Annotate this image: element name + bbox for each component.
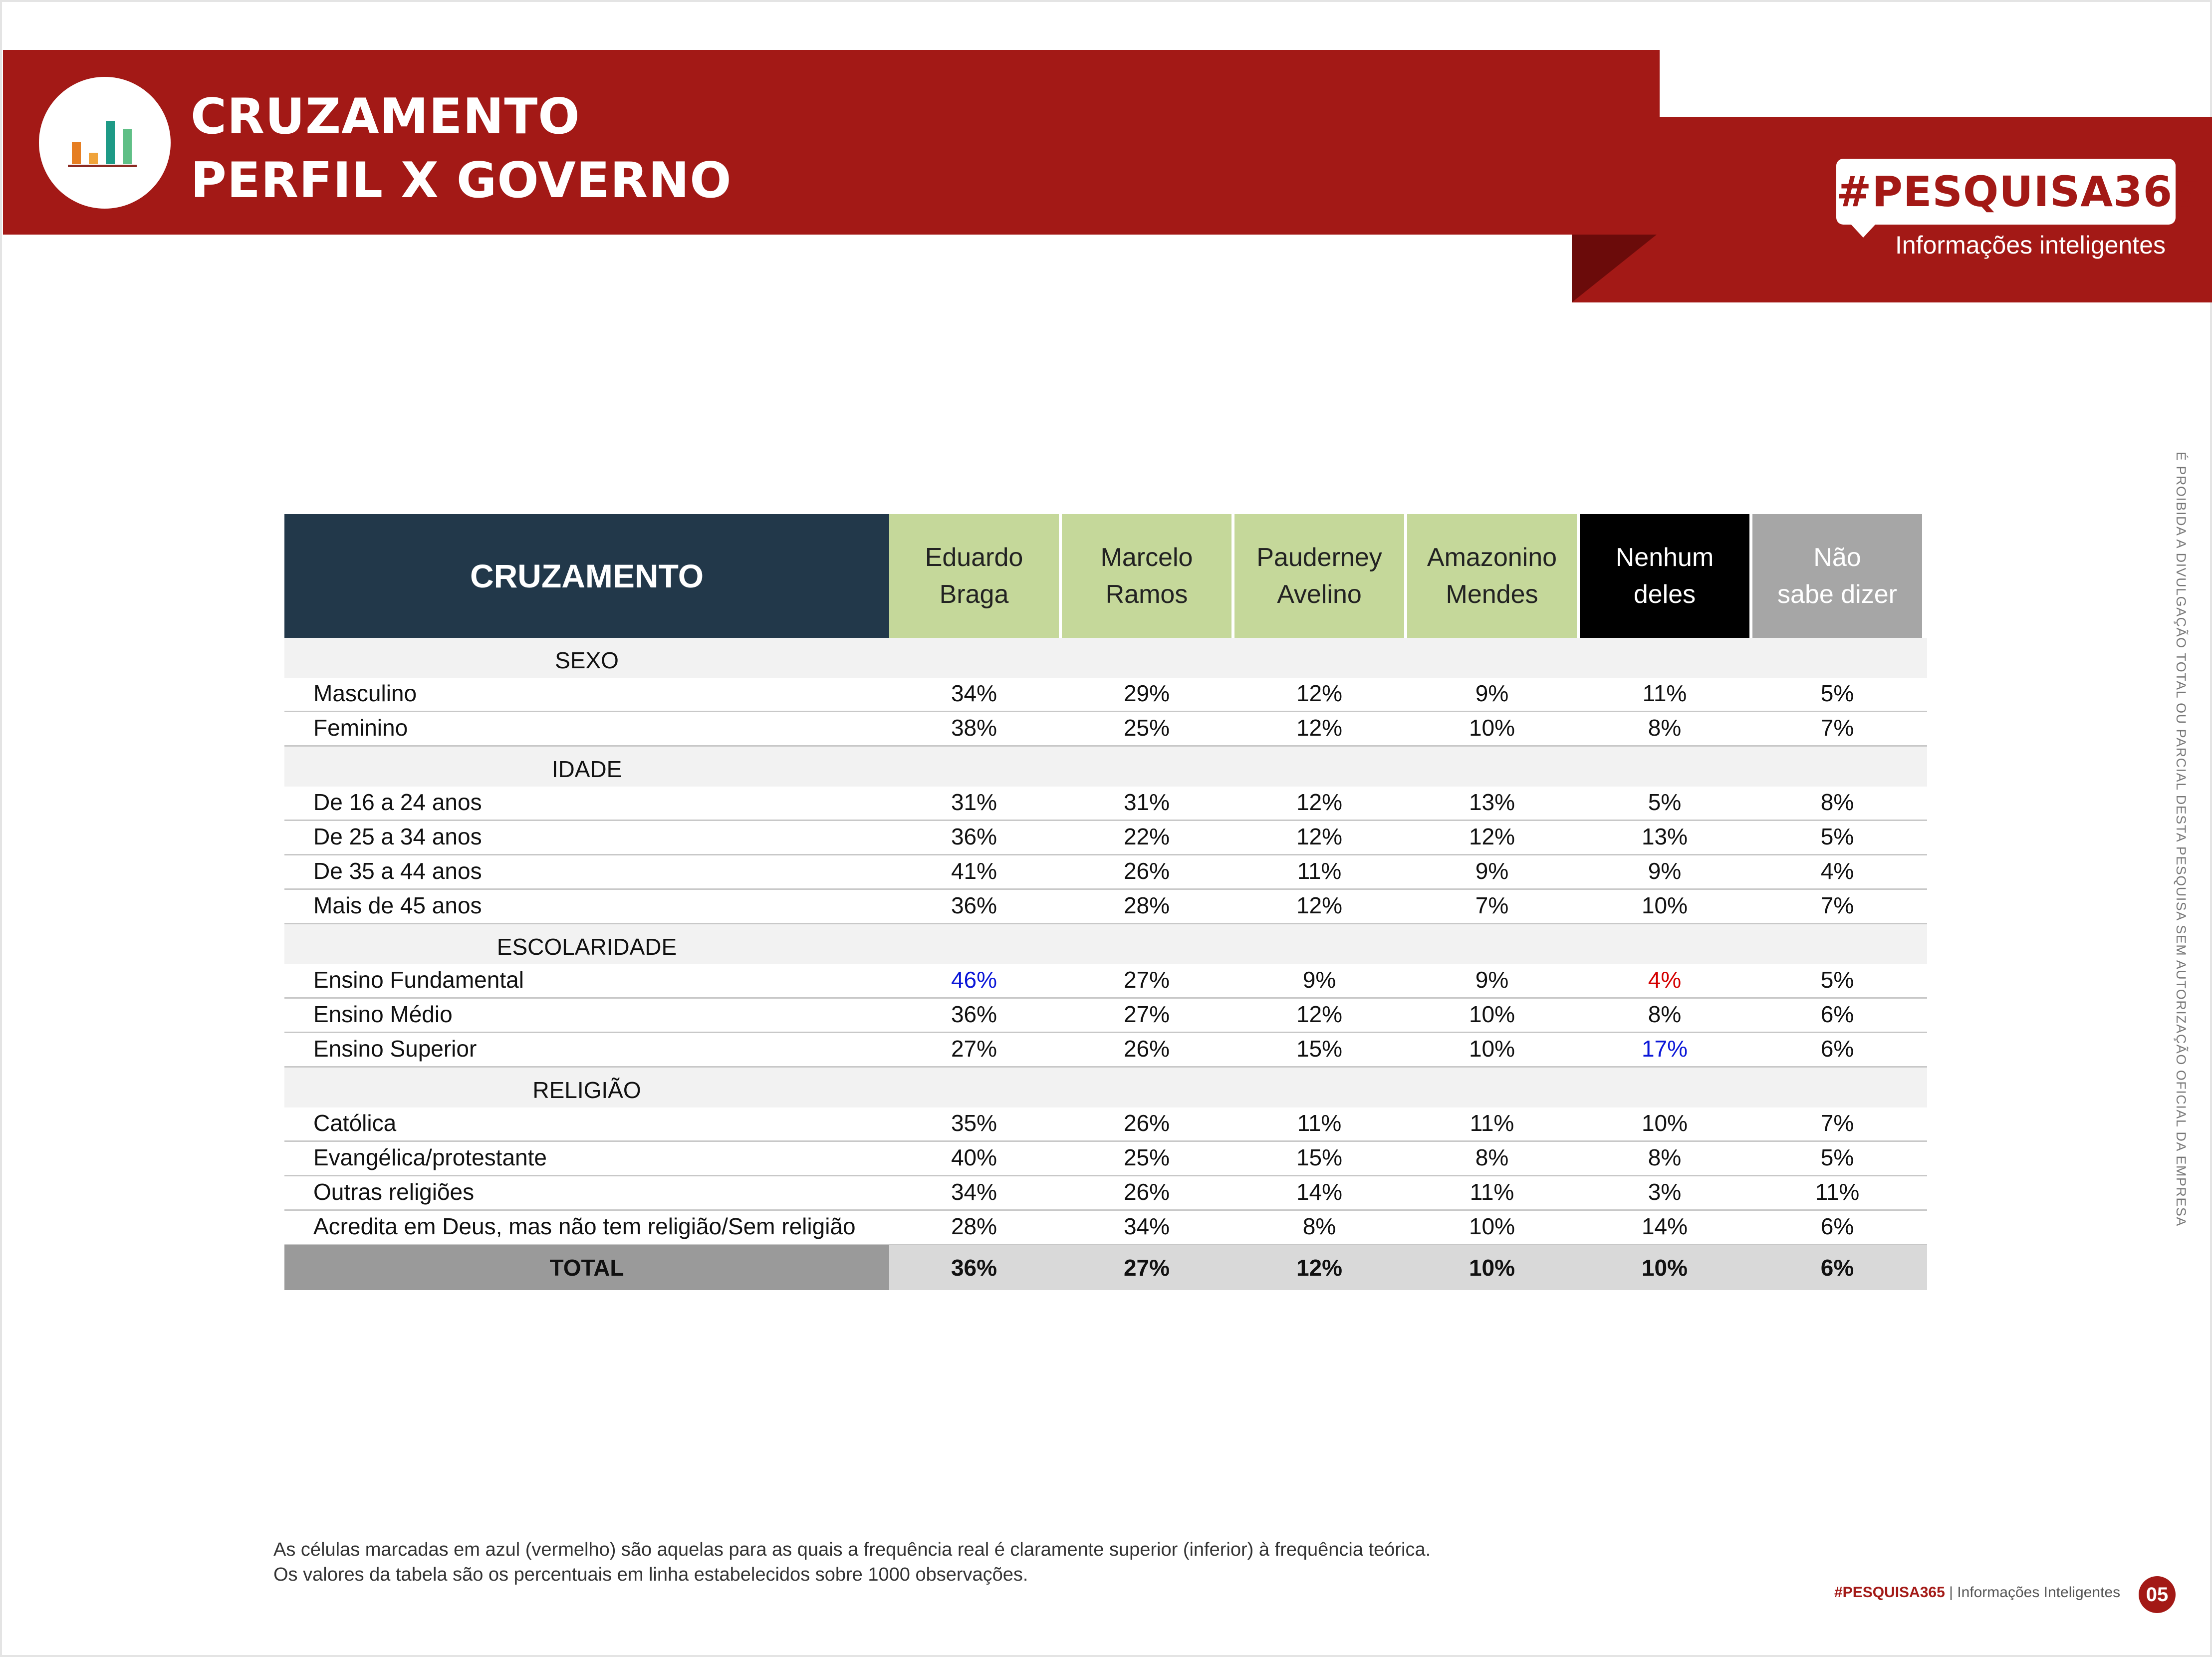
table-cell: 6% (1820, 1036, 1854, 1062)
table-cell: 8% (1820, 789, 1854, 815)
table-cell: 9% (1475, 967, 1509, 993)
table-cell: 5% (1820, 1144, 1854, 1170)
table-cell: 11% (1297, 858, 1342, 884)
section-row (284, 638, 1927, 678)
crosstab-table (284, 514, 1927, 1290)
section-label: IDADE (551, 756, 622, 782)
table-row (284, 1142, 1927, 1176)
side-disclaimer-text: É PROIBIDA A DIVULGAÇÃO TOTAL OU PARCIAL DESTA PESQUISA SEM AUTORIZAÇÃO OFICIAL DA EMPRESA (2174, 452, 2189, 1227)
bar-chart-icon (39, 77, 171, 209)
table-cell: 40% (951, 1144, 997, 1170)
table-cell: 34% (951, 1179, 997, 1205)
column-header-nao-sabe-dizer: Não sabe dizer (1752, 514, 1922, 638)
footnote (273, 1537, 1431, 1587)
table-cell: 8% (1302, 1213, 1336, 1239)
page-number: 05 (2139, 1576, 2176, 1613)
row-label: Mais de 45 anos (313, 892, 482, 918)
table-row (284, 787, 1927, 821)
row-label: Ensino Superior (313, 1036, 477, 1062)
table-cell: 7% (1475, 892, 1509, 918)
table-cell: 36% (951, 1255, 997, 1281)
table-cell: 10% (1469, 1001, 1515, 1027)
table-cell: 22% (1123, 824, 1170, 849)
row-label: Evangélica/protestante (313, 1144, 547, 1170)
brand-tagline: Informações inteligentes (1895, 231, 2166, 259)
section-row (284, 1068, 1927, 1107)
table-cell: 36% (951, 1001, 997, 1027)
row-label: Feminino (313, 715, 408, 741)
table-cell: 11% (1470, 1110, 1514, 1136)
table-cell: 31% (951, 789, 997, 815)
table-cell: 13% (1469, 789, 1515, 815)
row-label: Ensino Médio (313, 1001, 453, 1027)
table-cell: 11% (1815, 1179, 1860, 1205)
table-cell: 3% (1648, 1179, 1682, 1205)
footnote-line-1: As células marcadas em azul (vermelho) são aquelas para as quais a frequência real é claramente superior (inferior) à frequência teórica. (273, 1539, 1431, 1560)
table-cell: 34% (951, 680, 997, 706)
table-cell: 5% (1820, 967, 1854, 993)
table-cell: 25% (1123, 715, 1170, 741)
table-row (284, 821, 1927, 855)
row-label: Acredita em Deus, mas não tem religião/Sem religião (313, 1213, 856, 1239)
table-cell: 12% (1296, 892, 1343, 918)
table-row (284, 855, 1927, 890)
row-label: Católica (313, 1110, 397, 1136)
table-cell: 8% (1648, 715, 1682, 741)
table-cell: 5% (1820, 680, 1854, 706)
table-row (284, 890, 1927, 924)
column-header-pauderney-avelino: Pauderney Avelino (1234, 514, 1404, 638)
table-cell: 38% (951, 715, 997, 741)
section-label: RELIGIÃO (532, 1077, 641, 1103)
table-cell: 41% (951, 858, 997, 884)
footnote-line-2: Os valores da tabela são os percentuais em linha estabelecidos sobre 1000 observações. (273, 1564, 1028, 1585)
table-cell: 12% (1296, 824, 1343, 849)
ribbon-fold (1572, 235, 1657, 302)
table-cell: 10% (1641, 1110, 1688, 1136)
table-cell: 35% (951, 1110, 997, 1136)
table-cell: 7% (1820, 715, 1854, 741)
table-cell: 28% (951, 1213, 997, 1239)
table-cell: 10% (1469, 1255, 1515, 1281)
table-cell: 13% (1641, 824, 1688, 849)
column-header-amazonino-mendes: Amazonino Mendes (1407, 514, 1577, 638)
table-cell: 9% (1302, 967, 1336, 993)
table-cell: 6% (1820, 1213, 1854, 1239)
table-cell: 25% (1123, 1144, 1170, 1170)
table-cell: 7% (1820, 1110, 1854, 1136)
title-line-1: CRUZAMENTO (191, 88, 580, 145)
table-cell: 34% (1123, 1213, 1170, 1239)
column-header-eduardo-braga: Eduardo Braga (889, 514, 1059, 638)
footer-tagline: Informações Inteligentes (1957, 1584, 2121, 1601)
table-cell: 36% (951, 824, 997, 849)
column-header-nenhum-deles: Nenhum deles (1580, 514, 1749, 638)
section-row (284, 747, 1927, 787)
table-cell: 12% (1296, 680, 1343, 706)
table-cell: 10% (1641, 892, 1688, 918)
column-header-marcelo-ramos: Marcelo Ramos (1062, 514, 1231, 638)
table-cell: 9% (1475, 680, 1509, 706)
table-row (284, 1107, 1927, 1142)
section-label: SEXO (555, 647, 619, 673)
table-cell: 10% (1641, 1255, 1688, 1281)
table-cell: 27% (1123, 967, 1170, 993)
table-row (284, 964, 1927, 999)
page-title (191, 85, 732, 213)
table-row (284, 999, 1927, 1033)
table-cell: 6% (1820, 1001, 1854, 1027)
total-row (284, 1245, 1927, 1290)
table-cell: 10% (1469, 1036, 1515, 1062)
table-cell: 26% (1123, 1179, 1170, 1205)
row-label: Masculino (313, 680, 417, 706)
table-cell: 14% (1296, 1179, 1343, 1205)
table-cell: 8% (1648, 1001, 1682, 1027)
row-label: Ensino Fundamental (313, 967, 524, 993)
table-row (284, 678, 1927, 712)
table-cell: 28% (1123, 892, 1170, 918)
footer-separator: | (1949, 1584, 1953, 1601)
table-cell: 17% (1641, 1036, 1688, 1062)
table-body (284, 638, 1927, 1290)
table-cell: 12% (1296, 1001, 1343, 1027)
table-row (284, 1211, 1927, 1245)
table-cell: 12% (1296, 715, 1343, 741)
table-cell: 36% (951, 892, 997, 918)
title-line-2: PERFIL X GOVERNO (191, 152, 732, 209)
table-cell: 10% (1469, 1213, 1515, 1239)
row-label: Outras religiões (313, 1179, 475, 1205)
table-cell: 12% (1296, 1255, 1343, 1281)
row-label: De 16 a 24 anos (313, 789, 482, 815)
table-cell: 27% (951, 1036, 997, 1062)
section-label: ESCOLARIDADE (496, 934, 677, 960)
section-row (284, 924, 1927, 964)
row-label: De 35 a 44 anos (313, 858, 482, 884)
table-row (284, 712, 1927, 747)
table-cell: 5% (1820, 824, 1854, 849)
table-cell: 12% (1469, 824, 1515, 849)
table-cell: 4% (1820, 858, 1854, 884)
table-cell: 8% (1648, 1144, 1682, 1170)
table-cell: 11% (1642, 680, 1687, 706)
table-cell: 11% (1297, 1110, 1342, 1136)
table-cell: 27% (1123, 1255, 1170, 1281)
table-cell: 31% (1123, 789, 1170, 815)
table-cell: 9% (1648, 858, 1682, 884)
footer-brand-name: #PESQUISA365 (1834, 1584, 1945, 1601)
table-cell: 26% (1123, 1110, 1170, 1136)
table-cell: 29% (1123, 680, 1170, 706)
table-cell: 26% (1123, 858, 1170, 884)
table-cell: 26% (1123, 1036, 1170, 1062)
table-cell: 11% (1470, 1179, 1514, 1205)
table-header-label: CRUZAMENTO (284, 514, 889, 638)
brand-name: #PESQUISA365 (1836, 167, 2203, 216)
table-cell: 10% (1469, 715, 1515, 741)
table-cell: 15% (1296, 1144, 1343, 1170)
row-label: TOTAL (284, 1245, 889, 1290)
table-header (284, 514, 1927, 638)
side-disclaimer (2169, 452, 2189, 1227)
table-cell: 12% (1296, 789, 1343, 815)
table-cell: 6% (1820, 1255, 1854, 1281)
table-cell: 4% (1648, 967, 1682, 993)
table-cell: 14% (1641, 1213, 1688, 1239)
table-cell: 27% (1123, 1001, 1170, 1027)
table-cell: 7% (1820, 892, 1854, 918)
table-cell: 15% (1296, 1036, 1343, 1062)
table-cell: 9% (1475, 858, 1509, 884)
table-cell: 8% (1475, 1144, 1509, 1170)
footer-brand (1834, 1584, 2120, 1601)
row-label: De 25 a 34 anos (313, 824, 482, 849)
table-cell: 5% (1648, 789, 1682, 815)
table-row (284, 1176, 1927, 1211)
table-cell: 46% (951, 967, 997, 993)
table-row (284, 1033, 1927, 1068)
